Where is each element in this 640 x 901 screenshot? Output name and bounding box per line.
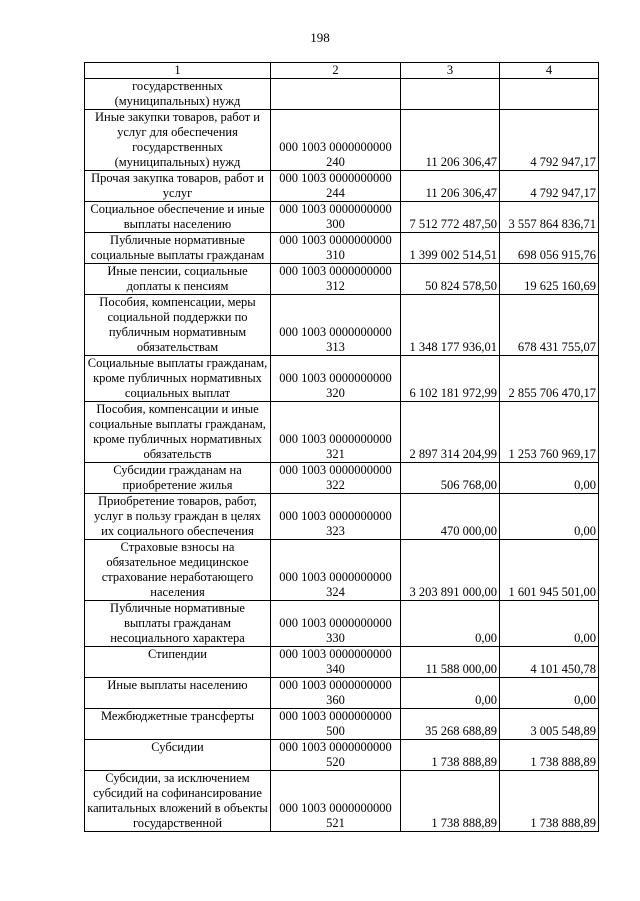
row-name-cell: Социальные выплаты гражданам, кроме публичных нормативных социальных выплат: [85, 356, 271, 402]
table-row: [85, 740, 599, 771]
row-code-classifier: 000 1003 0000000000: [279, 171, 392, 185]
row-name-cell: Приобретение товаров, работ, услуг в пользу граждан в целях их социального обеспечения: [85, 494, 271, 540]
row-value-col4: 1 738 888,89: [500, 771, 599, 832]
row-value-col3: 50 824 578,50: [401, 264, 500, 295]
row-code-cell: [271, 171, 401, 202]
row-name-cell: Межбюджетные трансферты: [85, 709, 271, 740]
row-code-expense-type: 360: [326, 693, 345, 707]
row-value-col3: 7 512 772 487,50: [401, 202, 500, 233]
row-code-cell: [271, 264, 401, 295]
row-name-cell: Субсидии гражданам на приобретение жилья: [85, 463, 271, 494]
row-code-classifier: 000 1003 0000000000: [279, 801, 392, 815]
budget-table: [84, 62, 599, 832]
row-code-cell: [271, 647, 401, 678]
row-code-expense-type: 330: [326, 631, 345, 645]
row-value-col4: 3 005 548,89: [500, 709, 599, 740]
row-value-col4: 1 253 760 969,17: [500, 402, 599, 463]
row-code-cell: [271, 110, 401, 171]
table-row: [85, 295, 599, 356]
row-code-classifier: 000 1003 0000000000: [279, 371, 392, 385]
row-value-col3: 11 206 306,47: [401, 110, 500, 171]
row-code-expense-type: 310: [326, 248, 345, 262]
row-value-col4: 1 738 888,89: [500, 740, 599, 771]
row-name-cell: Прочая закупка товаров, работ и услуг: [85, 171, 271, 202]
row-value-col3: 0,00: [401, 678, 500, 709]
row-code-expense-type: 500: [326, 724, 345, 738]
row-name-cell: Социальное обеспечение и иные выплаты населению: [85, 202, 271, 233]
row-value-col4: 3 557 864 836,71: [500, 202, 599, 233]
row-code-expense-type: 300: [326, 217, 345, 231]
row-code-classifier: 000 1003 0000000000: [279, 140, 392, 154]
row-code-cell: [271, 601, 401, 647]
row-name-cell: Субсидии, за исключением субсидий на софинансирование капитальных вложений в объекты государственной: [85, 771, 271, 832]
row-value-col3: 6 102 181 972,99: [401, 356, 500, 402]
row-code-cell: [271, 402, 401, 463]
row-code-cell: [271, 463, 401, 494]
row-code-expense-type: 323: [326, 524, 345, 538]
row-code-classifier: 000 1003 0000000000: [279, 432, 392, 446]
table-row: [85, 202, 599, 233]
row-code-classifier: 000 1003 0000000000: [279, 463, 392, 477]
table-row: [85, 540, 599, 601]
column-header-2: 2: [271, 63, 401, 79]
row-code-classifier: 000 1003 0000000000: [279, 233, 392, 247]
row-name-cell: Публичные нормативные социальные выплаты гражданам: [85, 233, 271, 264]
column-header-1: 1: [85, 63, 271, 79]
column-header-4: 4: [500, 63, 599, 79]
row-code-classifier: 000 1003 0000000000: [279, 740, 392, 754]
row-value-col3: 1 348 177 936,01: [401, 295, 500, 356]
row-code-classifier: 000 1003 0000000000: [279, 647, 392, 661]
row-code-cell: [271, 233, 401, 264]
row-code-expense-type: 244: [326, 186, 345, 200]
row-value-col3: 1 399 002 514,51: [401, 233, 500, 264]
row-value-col3: 1 738 888,89: [401, 740, 500, 771]
row-value-col3: [401, 79, 500, 110]
row-value-col3: 3 203 891 000,00: [401, 540, 500, 601]
row-value-col4: 698 056 915,76: [500, 233, 599, 264]
row-code-cell: [271, 295, 401, 356]
row-value-col4: 0,00: [500, 463, 599, 494]
table-row: [85, 356, 599, 402]
row-code-classifier: 000 1003 0000000000: [279, 570, 392, 584]
row-code-expense-type: 313: [326, 340, 345, 354]
row-name-cell: Пособия, компенсации и иные социальные выплаты гражданам, кроме публичных нормативных обязательств: [85, 402, 271, 463]
row-value-col3: 11 588 000,00: [401, 647, 500, 678]
page-number: 198: [310, 30, 330, 45]
row-code-cell: [271, 494, 401, 540]
row-code-classifier: 000 1003 0000000000: [279, 616, 392, 630]
table-row: [85, 463, 599, 494]
row-value-col3: 470 000,00: [401, 494, 500, 540]
row-value-col3: 0,00: [401, 601, 500, 647]
row-code-cell: [271, 709, 401, 740]
row-name-cell: Публичные нормативные выплаты гражданам несоциального характера: [85, 601, 271, 647]
row-code-expense-type: 322: [326, 478, 345, 492]
row-value-col3: 35 268 688,89: [401, 709, 500, 740]
row-value-col3: 11 206 306,47: [401, 171, 500, 202]
row-name-cell: Пособия, компенсации, меры социальной поддержки по публичным нормативным обязательствам: [85, 295, 271, 356]
row-code-expense-type: 340: [326, 662, 345, 676]
row-value-col4: 0,00: [500, 601, 599, 647]
row-name-cell: Субсидии: [85, 740, 271, 771]
row-code-expense-type: 521: [326, 816, 345, 830]
table-row: [85, 678, 599, 709]
row-code-cell: [271, 540, 401, 601]
row-code-expense-type: 240: [326, 155, 345, 169]
row-code-cell: [271, 356, 401, 402]
row-value-col4: 4 792 947,17: [500, 171, 599, 202]
row-name-cell: Иные закупки товаров, работ и услуг для обеспечения государственных (муниципальных) нужд: [85, 110, 271, 171]
row-code-cell: [271, 740, 401, 771]
row-value-col3: 1 738 888,89: [401, 771, 500, 832]
row-code-classifier: 000 1003 0000000000: [279, 264, 392, 278]
table-row: [85, 171, 599, 202]
row-value-col3: 506 768,00: [401, 463, 500, 494]
row-name-cell: Иные пенсии, социальные доплаты к пенсиям: [85, 264, 271, 295]
row-code-cell: [271, 202, 401, 233]
row-name-cell: государственных (муниципальных) нужд: [85, 79, 271, 110]
row-name-cell: Стипендии: [85, 647, 271, 678]
table-row: [85, 601, 599, 647]
row-code-cell: [271, 79, 401, 110]
row-name-cell: Иные выплаты населению: [85, 678, 271, 709]
column-header-3: 3: [401, 63, 500, 79]
row-value-col4: 19 625 160,69: [500, 264, 599, 295]
table-row: [85, 647, 599, 678]
row-value-col4: 1 601 945 501,00: [500, 540, 599, 601]
row-value-col4: 4 101 450,78: [500, 647, 599, 678]
row-code-expense-type: 312: [326, 279, 345, 293]
row-value-col4: 2 855 706 470,17: [500, 356, 599, 402]
table-row: [85, 264, 599, 295]
table-row: [85, 79, 599, 110]
table-row: [85, 110, 599, 171]
row-code-classifier: 000 1003 0000000000: [279, 709, 392, 723]
row-code-classifier: 000 1003 0000000000: [279, 509, 392, 523]
row-code-expense-type: 320: [326, 386, 345, 400]
table-row: [85, 494, 599, 540]
row-value-col4: [500, 79, 599, 110]
row-value-col4: 4 792 947,17: [500, 110, 599, 171]
table-header-row: [85, 63, 599, 79]
table-row: [85, 233, 599, 264]
row-code-expense-type: 324: [326, 585, 345, 599]
row-code-classifier: 000 1003 0000000000: [279, 202, 392, 216]
row-value-col3: 2 897 314 204,99: [401, 402, 500, 463]
table-row: [85, 771, 599, 832]
row-code-cell: [271, 771, 401, 832]
row-code-expense-type: 321: [326, 447, 345, 461]
row-code-classifier: 000 1003 0000000000: [279, 678, 392, 692]
table-row: [85, 402, 599, 463]
row-code-classifier: 000 1003 0000000000: [279, 325, 392, 339]
row-value-col4: 0,00: [500, 494, 599, 540]
row-name-cell: Страховые взносы на обязательное медицинское страхование неработающего населения: [85, 540, 271, 601]
table-row: [85, 709, 599, 740]
row-code-expense-type: 520: [326, 755, 345, 769]
row-value-col4: 0,00: [500, 678, 599, 709]
row-code-cell: [271, 678, 401, 709]
row-value-col4: 678 431 755,07: [500, 295, 599, 356]
